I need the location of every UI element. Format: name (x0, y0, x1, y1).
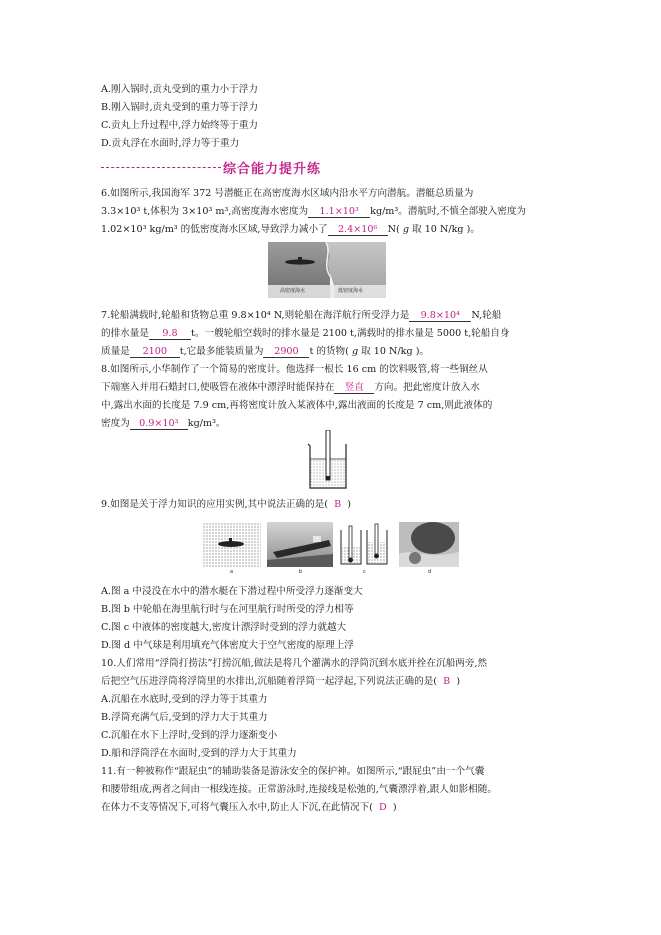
q9-stem: 9.如图是关于浮力知识的应用实例,其中说法正确的是( B ) (101, 499, 352, 510)
fig-label-c: c (363, 569, 366, 575)
fig-label-a: a (230, 569, 234, 575)
low-density-caption: 低密度海水 (338, 288, 364, 294)
q11-answer: D (379, 802, 387, 813)
q7-line-2: 的排水量是 9.8 t。一艘轮船空载时的排水量是 2100 t,满载时的排水量是 5000 t,轮船自身 (101, 328, 510, 339)
q10-option-c: C.沉船在水下上浮时,受到的浮力逐渐变小 (101, 730, 278, 741)
prev-option-b: B.刚入锅时,贡丸受到的重力等于浮力 (101, 102, 259, 113)
prev-option-d: D.贡丸浮在水面时,浮力等于重力 (101, 138, 240, 149)
q7-line-3: 质量是 2100 t,它最多能装质量为 2900 t 的货物( g 取 10 N/kg )。 (101, 346, 430, 357)
prev-option-a: A.刚入锅时,贡丸受到的重力小于浮力 (101, 84, 258, 95)
q10-option-d: D.船和浮筒浮在水面时,受到的浮力大于其重力 (101, 748, 297, 759)
q8-answer-1: 竖直 (334, 382, 374, 394)
prev-option-c: C.贡丸上升过程中,浮力始终等于重力 (101, 120, 259, 131)
q6-line-2: 3.3×10³ t,体积为 3×10³ m³,高密度海水密度为 1.1×10³ kg/m³。潜航时,不慎全部驶入密度为 (101, 206, 527, 217)
section-title: 综合能力提升练 (223, 162, 322, 177)
section-heading (101, 158, 541, 176)
q8-answer-2: 0.9×10³ (130, 418, 188, 430)
heading-dashed-line (101, 167, 221, 168)
q10-option-b: B.浮筒充满气后,受到的浮力大于其重力 (101, 712, 268, 723)
q8-line-3: 中,露出水面的长度是 7.9 cm,再将密度计放入某液体中,露出液面的长度是 7 cm,则此液体的 (101, 400, 493, 411)
q9-option-a: A.图 a 中浸没在水中的潜水艇在下潜过程中所受浮力逐渐变大 (101, 586, 363, 597)
densimeter-figure (304, 430, 354, 490)
q10-line-2: 后把空气压进浮筒将浮筒里的水排出,沉船随着浮筒一起浮起,下列说法正确的是( B ) (101, 676, 461, 687)
q9-option-d: D.图 d 中气球是利用填充气体密度大于空气密度的原理上浮 (101, 640, 354, 651)
q7-answer-2: 9.8 (149, 328, 191, 340)
q10-answer: B (443, 676, 451, 687)
q7-answer-4: 2900 (263, 346, 309, 358)
q6-answer-1: 1.1×10³ (308, 206, 370, 218)
q8-line-2: 下端塞入并用石蜡封口,使吸管在液体中漂浮时能保持在 竖直 方向。把此密度计放入水 (101, 382, 480, 393)
q10-option-a: A.沉船在水底时,受到的浮力等于其重力 (101, 694, 268, 705)
q9-option-b: B.图 b 中轮船在海里航行时与在河里航行时所受的浮力相等 (101, 604, 354, 615)
q9-figure-strip (203, 520, 461, 576)
q7-answer-1: 9.8×10⁴ (409, 310, 471, 322)
q6-answer-2: 2.4×10⁶ (328, 224, 388, 236)
fig-label-d: d (428, 569, 432, 575)
fig-label-b: b (299, 569, 303, 575)
q7-line-1: 7.轮船满载时,轮船和货物总重 9.8×10⁴ N,则轮船在海洋航行所受浮力是 9.8×10⁴ N,轮船 (101, 310, 502, 321)
q8-line-4: 密度为 0.9×10³ kg/m³。 (101, 418, 226, 429)
q11-line-1: 11.有一种被称作“跟屁虫”的辅助装备是游泳安全的保护神。如图所示,“跟屁虫”由一个气囊 (101, 766, 485, 777)
q11-line-3: 在体力不支等情况下,可将气囊压入水中,防止人下沉,在此情况下( D ) (101, 802, 397, 813)
q9-option-c: C.图 c 中液体的密度越大,密度计漂浮时受到的浮力就越大 (101, 622, 347, 633)
q9-figures (203, 520, 461, 576)
q9-answer: B (334, 499, 342, 510)
submarine-figure (268, 242, 386, 298)
q10-line-1: 10.人们常用“浮筒打捞法”打捞沉船,做法是将几个灌满水的浮筒沉到水底并拴在沉船两旁,然 (101, 658, 488, 669)
q6-line-3: 1.02×10³ kg/m³ 的低密度海水区域,导致浮力减小了 2.4×10⁶ N( g 取 10 N/kg )。 (101, 224, 480, 235)
q6-line-1: 6.如图所示,我国海军 372 号潜艇正在高密度海水区域内沿水平方向潜航。潜艇总质量为 (101, 188, 474, 199)
beaker-straw-illustration (304, 430, 354, 490)
q8-line-1: 8.如图所示,小华制作了一个简易的密度计。他选择一根长 16 cm 的饮料吸管,将一些铜丝从 (101, 364, 488, 375)
q7-answer-3: 2100 (130, 346, 180, 358)
high-density-caption: 高密度海水 (280, 288, 306, 294)
q11-line-2: 和腰带组成,两者之间由一根线连接。正常游泳时,连接线是松弛的,气囊漂浮着,跟人如影相随。 (101, 784, 497, 795)
